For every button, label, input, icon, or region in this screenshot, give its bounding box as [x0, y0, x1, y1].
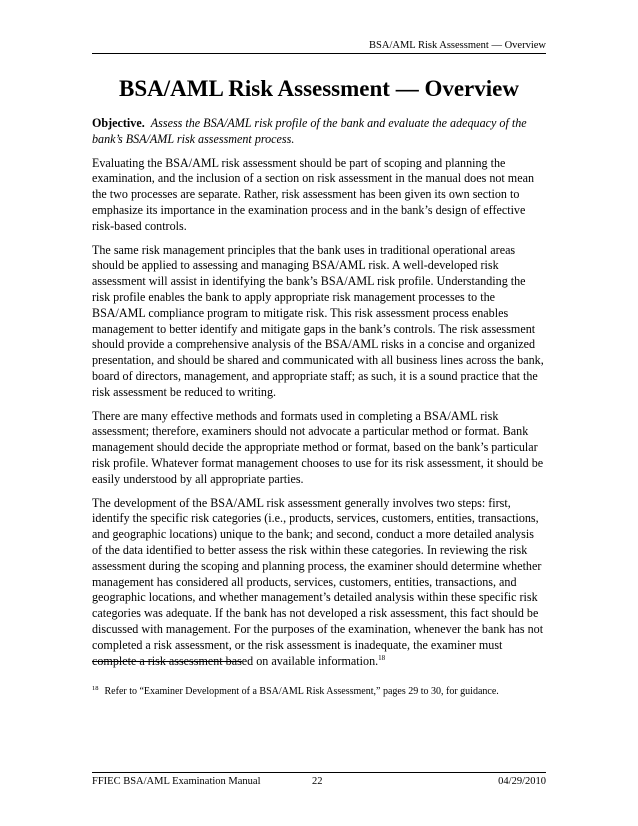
footer-date: 04/29/2010 — [498, 776, 546, 787]
footnote-text: Refer to “Examiner Development of a BSA/AML Risk Assessment,” pages 29 to 30, for guidance. — [104, 686, 499, 697]
footnote — [92, 685, 546, 698]
page-title: BSA/AML Risk Assessment — Overview — [119, 76, 519, 101]
body-paragraph: There are many effective methods and formats used in completing a BSA/AML risk assessment; therefore, examiners should not advocate a particular method or format. Bank management should decide the appropriate method or format, based on the bank’s particular risk profile. Whatever format management chooses to use for its risk assessment, it should be easily understood by all appropriate parties. — [92, 408, 544, 486]
objective-label: Objective. — [92, 116, 145, 130]
footer-manual-title: FFIEC BSA/AML Examination Manual — [92, 776, 261, 787]
page-footer — [92, 772, 546, 790]
body-paragraph: The same risk management principles that the bank uses in traditional operational areas should be applied to assessing and managing BSA/AML risk. A well-developed risk assessment will assist in identifying the bank’s BSA/AML risk profile. Understanding the risk profile enables the bank to apply appropriate risk management processes to the BSA/AML compliance program to mitigate risk. This risk assessment process enables management to better identify and mitigate gaps in the bank’s controls. The risk assessment should provide a comprehensive analysis of the BSA/AML risks in a concise and organized presentation, and should be shared and communicated with all business lines across the bank, board of directors, management, and appropriate staff; as such, it is a sound practice that the risk assessment be reduced to writing. — [92, 242, 544, 399]
objective-paragraph — [92, 116, 546, 148]
footer-page-number: 22 — [312, 776, 323, 787]
footnote-reference[interactable]: 18 — [378, 653, 386, 662]
footnote-divider — [92, 661, 242, 662]
objective-text: Assess the BSA/AML risk profile of the bank and evaluate the adequacy of the bank’s BSA/AML risk assessment process. — [92, 116, 527, 146]
body-paragraph: Evaluating the BSA/AML risk assessment should be part of scoping and planning the examination, and the inclusion of a section on risk assessment in the manual does not mean the two processes are separate. Rather, risk assessment has been given its own section to emphasize its importance in the examination process and in the bank’s design of effective risk-based controls. — [92, 155, 534, 233]
running-header-title: BSA/AML Risk Assessment — Overview — [369, 40, 546, 51]
body-text — [92, 116, 546, 677]
footnote-number: 18 — [92, 685, 99, 692]
body-paragraph-text: The development of the BSA/AML risk assessment generally involves two steps: first, identify the specific risk categories (i.e., products, services, customers, entities, transactions, and geographic locations) unique to the bank; and second, conduct a more detailed analysis of the data identified to better assess the risk within these categories. In reviewing the risk assessment during the scoping and planning process, the examiner should determine whether management has considered all products, services, customers, entities, transactions, and geographic locations, and whether management’s detailed analysis within these specific risk categories was adequate. If the bank has not developed a risk assessment, this fact should be discussed with management. For the purposes of the examination, whenever the bank has not completed a risk assessment, or the risk assessment is inadequate, the examiner must complete a risk assessment based on available information. — [92, 495, 544, 668]
running-header — [92, 40, 546, 54]
body-paragraph-last — [92, 496, 546, 670]
